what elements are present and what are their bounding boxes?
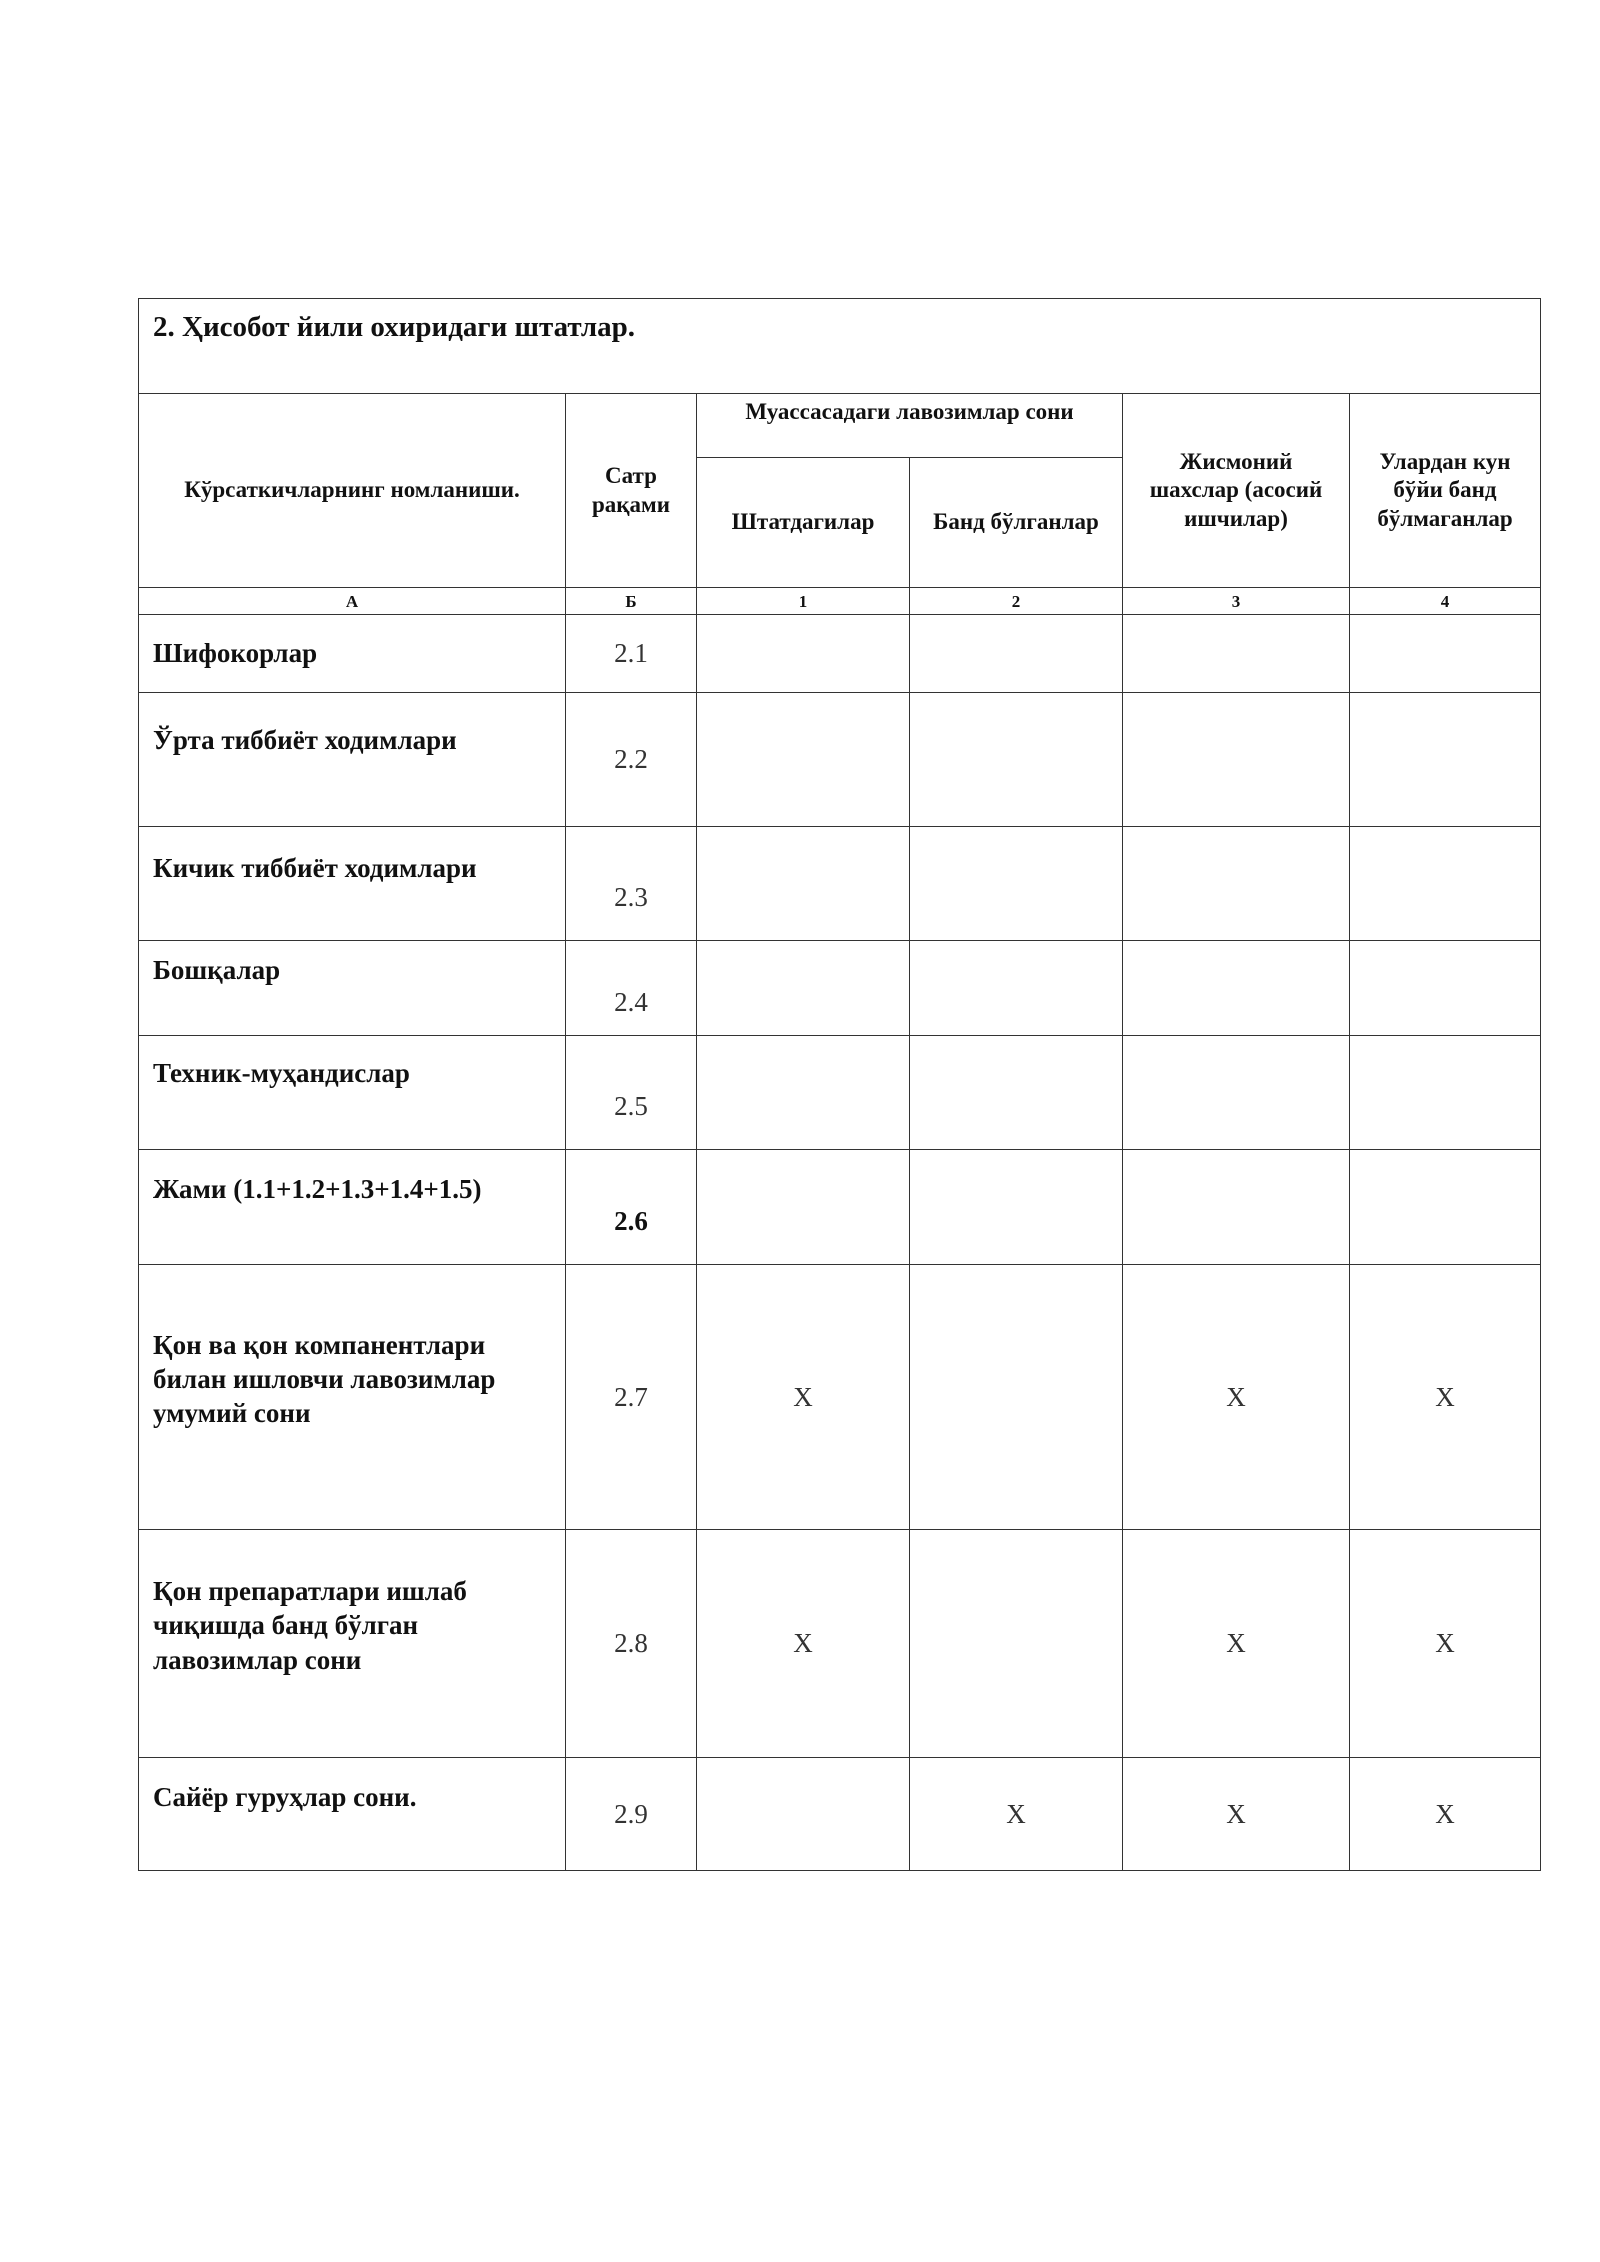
staffing-report-table xyxy=(138,298,1541,1871)
cell-staff: X xyxy=(697,1530,910,1758)
row-name: Қон препаратлари ишлаб чиқишда банд бўлган лавозимлар сони xyxy=(139,1530,566,1758)
cell-occupied: X xyxy=(910,1758,1123,1871)
cell-individuals xyxy=(1123,1036,1350,1150)
column-letter: А xyxy=(139,588,566,615)
cell-staff xyxy=(697,941,910,1036)
column-letter: 4 xyxy=(1350,588,1541,615)
cell-staff xyxy=(697,615,910,693)
header-indicator-name-text: Кўрсаткичларнинг номланиши. xyxy=(184,477,520,503)
title-row xyxy=(139,299,1541,394)
table-row xyxy=(139,1758,1541,1871)
column-letter: Б xyxy=(566,588,697,615)
table-row-total xyxy=(139,1150,1541,1265)
cell-staff xyxy=(697,1758,910,1871)
header-staff xyxy=(697,458,910,588)
row-name: Қон ва қон компанентлари билан ишловчи лавозимлар умумий сони xyxy=(139,1265,566,1530)
row-number: 2.8 xyxy=(566,1530,697,1758)
header-positions-group-text: Муассасадаги лавозимлар сони xyxy=(745,399,1074,424)
cell-individuals xyxy=(1123,693,1350,827)
header-occupied xyxy=(910,458,1123,588)
row-number: 2.5 xyxy=(566,1036,697,1150)
section-title: 2. Ҳисобот йили охиридаги штатлар. xyxy=(139,299,1541,394)
cell-staff xyxy=(697,827,910,941)
cell-occupied xyxy=(910,615,1123,693)
row-name: Кичик тиббиёт ходимлари xyxy=(139,827,566,941)
row-number: 2.4 xyxy=(566,941,697,1036)
cell-individuals: X xyxy=(1123,1758,1350,1871)
header-individuals xyxy=(1123,394,1350,588)
cell-not-full-day: X xyxy=(1350,1530,1541,1758)
cell-not-full-day: X xyxy=(1350,1758,1541,1871)
header-indicator-name xyxy=(139,394,566,588)
row-number: 2.2 xyxy=(566,693,697,827)
row-name: Техник-муҳандислар xyxy=(139,1036,566,1150)
header-positions-group xyxy=(697,394,1123,458)
cell-occupied xyxy=(910,1150,1123,1265)
cell-staff: X xyxy=(697,1265,910,1530)
cell-occupied xyxy=(910,827,1123,941)
header-row-1 xyxy=(139,394,1541,458)
header-row-number-text: Сатр рақами xyxy=(592,463,670,517)
table-row xyxy=(139,615,1541,693)
cell-occupied xyxy=(910,1265,1123,1530)
cell-individuals xyxy=(1123,941,1350,1036)
cell-not-full-day xyxy=(1350,941,1541,1036)
cell-individuals: X xyxy=(1123,1530,1350,1758)
column-letter: 1 xyxy=(697,588,910,615)
cell-individuals xyxy=(1123,615,1350,693)
cell-staff xyxy=(697,1150,910,1265)
cell-occupied xyxy=(910,941,1123,1036)
table-row xyxy=(139,1530,1541,1758)
table-row xyxy=(139,941,1541,1036)
table-row xyxy=(139,693,1541,827)
cell-occupied xyxy=(910,1530,1123,1758)
cell-occupied xyxy=(910,1036,1123,1150)
table-row xyxy=(139,1036,1541,1150)
cell-not-full-day xyxy=(1350,693,1541,827)
row-name: Жами (1.1+1.2+1.3+1.4+1.5) xyxy=(139,1150,566,1265)
row-name: Бошқалар xyxy=(139,941,566,1036)
row-name: Сайёр гуруҳлар сони. xyxy=(139,1758,566,1871)
header-not-full-day-text: Улардан кун бўйи банд бўлмаганлар xyxy=(1377,449,1513,531)
table-row xyxy=(139,827,1541,941)
cell-not-full-day xyxy=(1350,615,1541,693)
cell-not-full-day xyxy=(1350,1036,1541,1150)
cell-staff xyxy=(697,1036,910,1150)
header-not-full-day xyxy=(1350,394,1541,588)
header-occupied-text: Банд бўлганлар xyxy=(933,509,1099,535)
row-number: 2.1 xyxy=(566,615,697,693)
cell-not-full-day xyxy=(1350,1150,1541,1265)
row-number: 2.7 xyxy=(566,1265,697,1530)
cell-individuals xyxy=(1123,1150,1350,1265)
column-letter: 2 xyxy=(910,588,1123,615)
row-number: 2.6 xyxy=(566,1150,697,1265)
column-letters-row xyxy=(139,588,1541,615)
cell-not-full-day: X xyxy=(1350,1265,1541,1530)
cell-not-full-day xyxy=(1350,827,1541,941)
row-number: 2.9 xyxy=(566,1758,697,1871)
table-row xyxy=(139,1265,1541,1530)
header-staff-text: Штатдагилар xyxy=(731,509,875,535)
row-name: Ўрта тиббиёт ходимлари xyxy=(139,693,566,827)
header-row-number xyxy=(566,394,697,588)
cell-occupied xyxy=(910,693,1123,827)
row-name: Шифокорлар xyxy=(139,615,566,693)
row-number: 2.3 xyxy=(566,827,697,941)
column-letter: 3 xyxy=(1123,588,1350,615)
cell-staff xyxy=(697,693,910,827)
cell-individuals xyxy=(1123,827,1350,941)
header-individuals-text: Жисмоний шахслар (асосий ишчилар) xyxy=(1149,449,1323,531)
cell-individuals: X xyxy=(1123,1265,1350,1530)
